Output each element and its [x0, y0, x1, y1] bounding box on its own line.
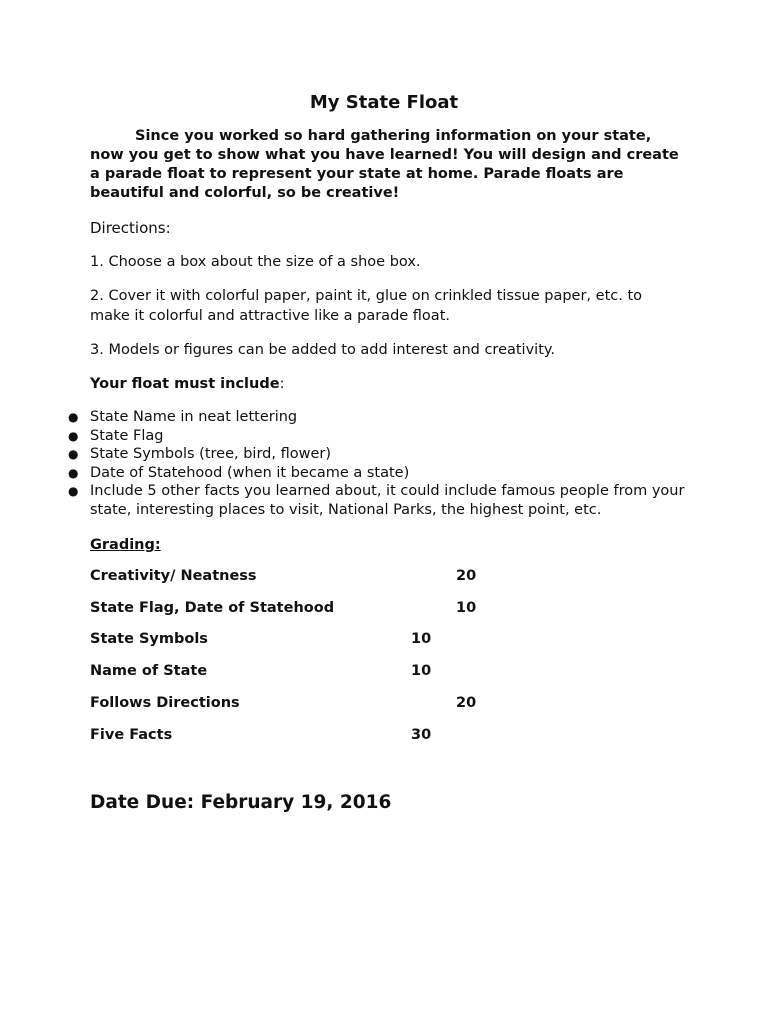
grade-points: 10 — [411, 663, 432, 679]
grade-label: State Symbols — [90, 631, 208, 647]
list-item-text: State Symbols (tree, bird, flower) — [90, 446, 331, 462]
list-item — [68, 464, 690, 483]
bullet-icon: ● — [68, 410, 79, 424]
grade-points: 10 — [411, 631, 432, 647]
list-item-text: Date of Statehood (when it became a state) — [90, 464, 410, 481]
include-heading-colon: : — [279, 376, 285, 392]
due-date: Date Due: February 19, 2016 — [90, 792, 392, 813]
bullet-icon: ● — [68, 447, 79, 461]
requirements-list — [68, 408, 690, 519]
grade-label: Name of State — [90, 663, 208, 679]
direction-step-1: 1. Choose a box about the size of a shoe box. — [90, 254, 421, 270]
grade-row-flag-statehood — [90, 598, 590, 618]
list-item — [68, 445, 690, 464]
list-item-text: State Flag — [90, 427, 164, 444]
grade-row-name — [90, 661, 590, 681]
include-heading-text: Your float must include — [90, 376, 280, 392]
bullet-icon: ● — [68, 484, 79, 498]
include-heading — [90, 374, 284, 394]
grade-label: State Flag, Date of Statehood — [90, 600, 335, 616]
direction-step-2: 2. Cover it with colorful paper, paint it, glue on crinkled tissue paper, etc. to make it colorful and attractive like a parade float. — [90, 288, 642, 324]
bullet-icon: ● — [68, 465, 79, 480]
page-title: My State Float — [309, 92, 459, 113]
bullet-icon: ● — [68, 428, 79, 443]
grade-label: Creativity/ Neatness — [90, 568, 257, 584]
intro-paragraph: Since you worked so hard gathering information on your state, now you get to show what you have learned! You will design and create a parade float to represent your state at home. Parade floats are beautiful and colorful, so be creative! — [90, 128, 679, 201]
grade-points: 20 — [456, 695, 477, 711]
list-item-text: Include 5 other facts you learned about, it could include famous people from your state, interesting places to visit, National Parks, the highest point, etc. — [90, 483, 685, 518]
grade-label: Five Facts — [90, 727, 173, 743]
direction-step-3: 3. Models or figures can be added to add interest and creativity. — [90, 342, 556, 358]
list-item — [68, 482, 690, 519]
grade-points: 20 — [456, 568, 477, 584]
directions-heading: Directions: — [90, 219, 171, 237]
grading-heading: Grading: — [90, 537, 161, 553]
grade-row-facts — [90, 725, 590, 745]
list-item — [68, 427, 690, 446]
grade-row-directions — [90, 693, 590, 713]
grade-row-symbols — [90, 629, 590, 649]
grade-points: 10 — [456, 600, 477, 616]
grade-row-creativity — [90, 566, 590, 586]
grade-label: Follows Directions — [90, 695, 240, 711]
grade-points: 30 — [411, 727, 432, 743]
list-item — [68, 408, 690, 427]
list-item-text: State Name in neat lettering — [90, 409, 298, 425]
